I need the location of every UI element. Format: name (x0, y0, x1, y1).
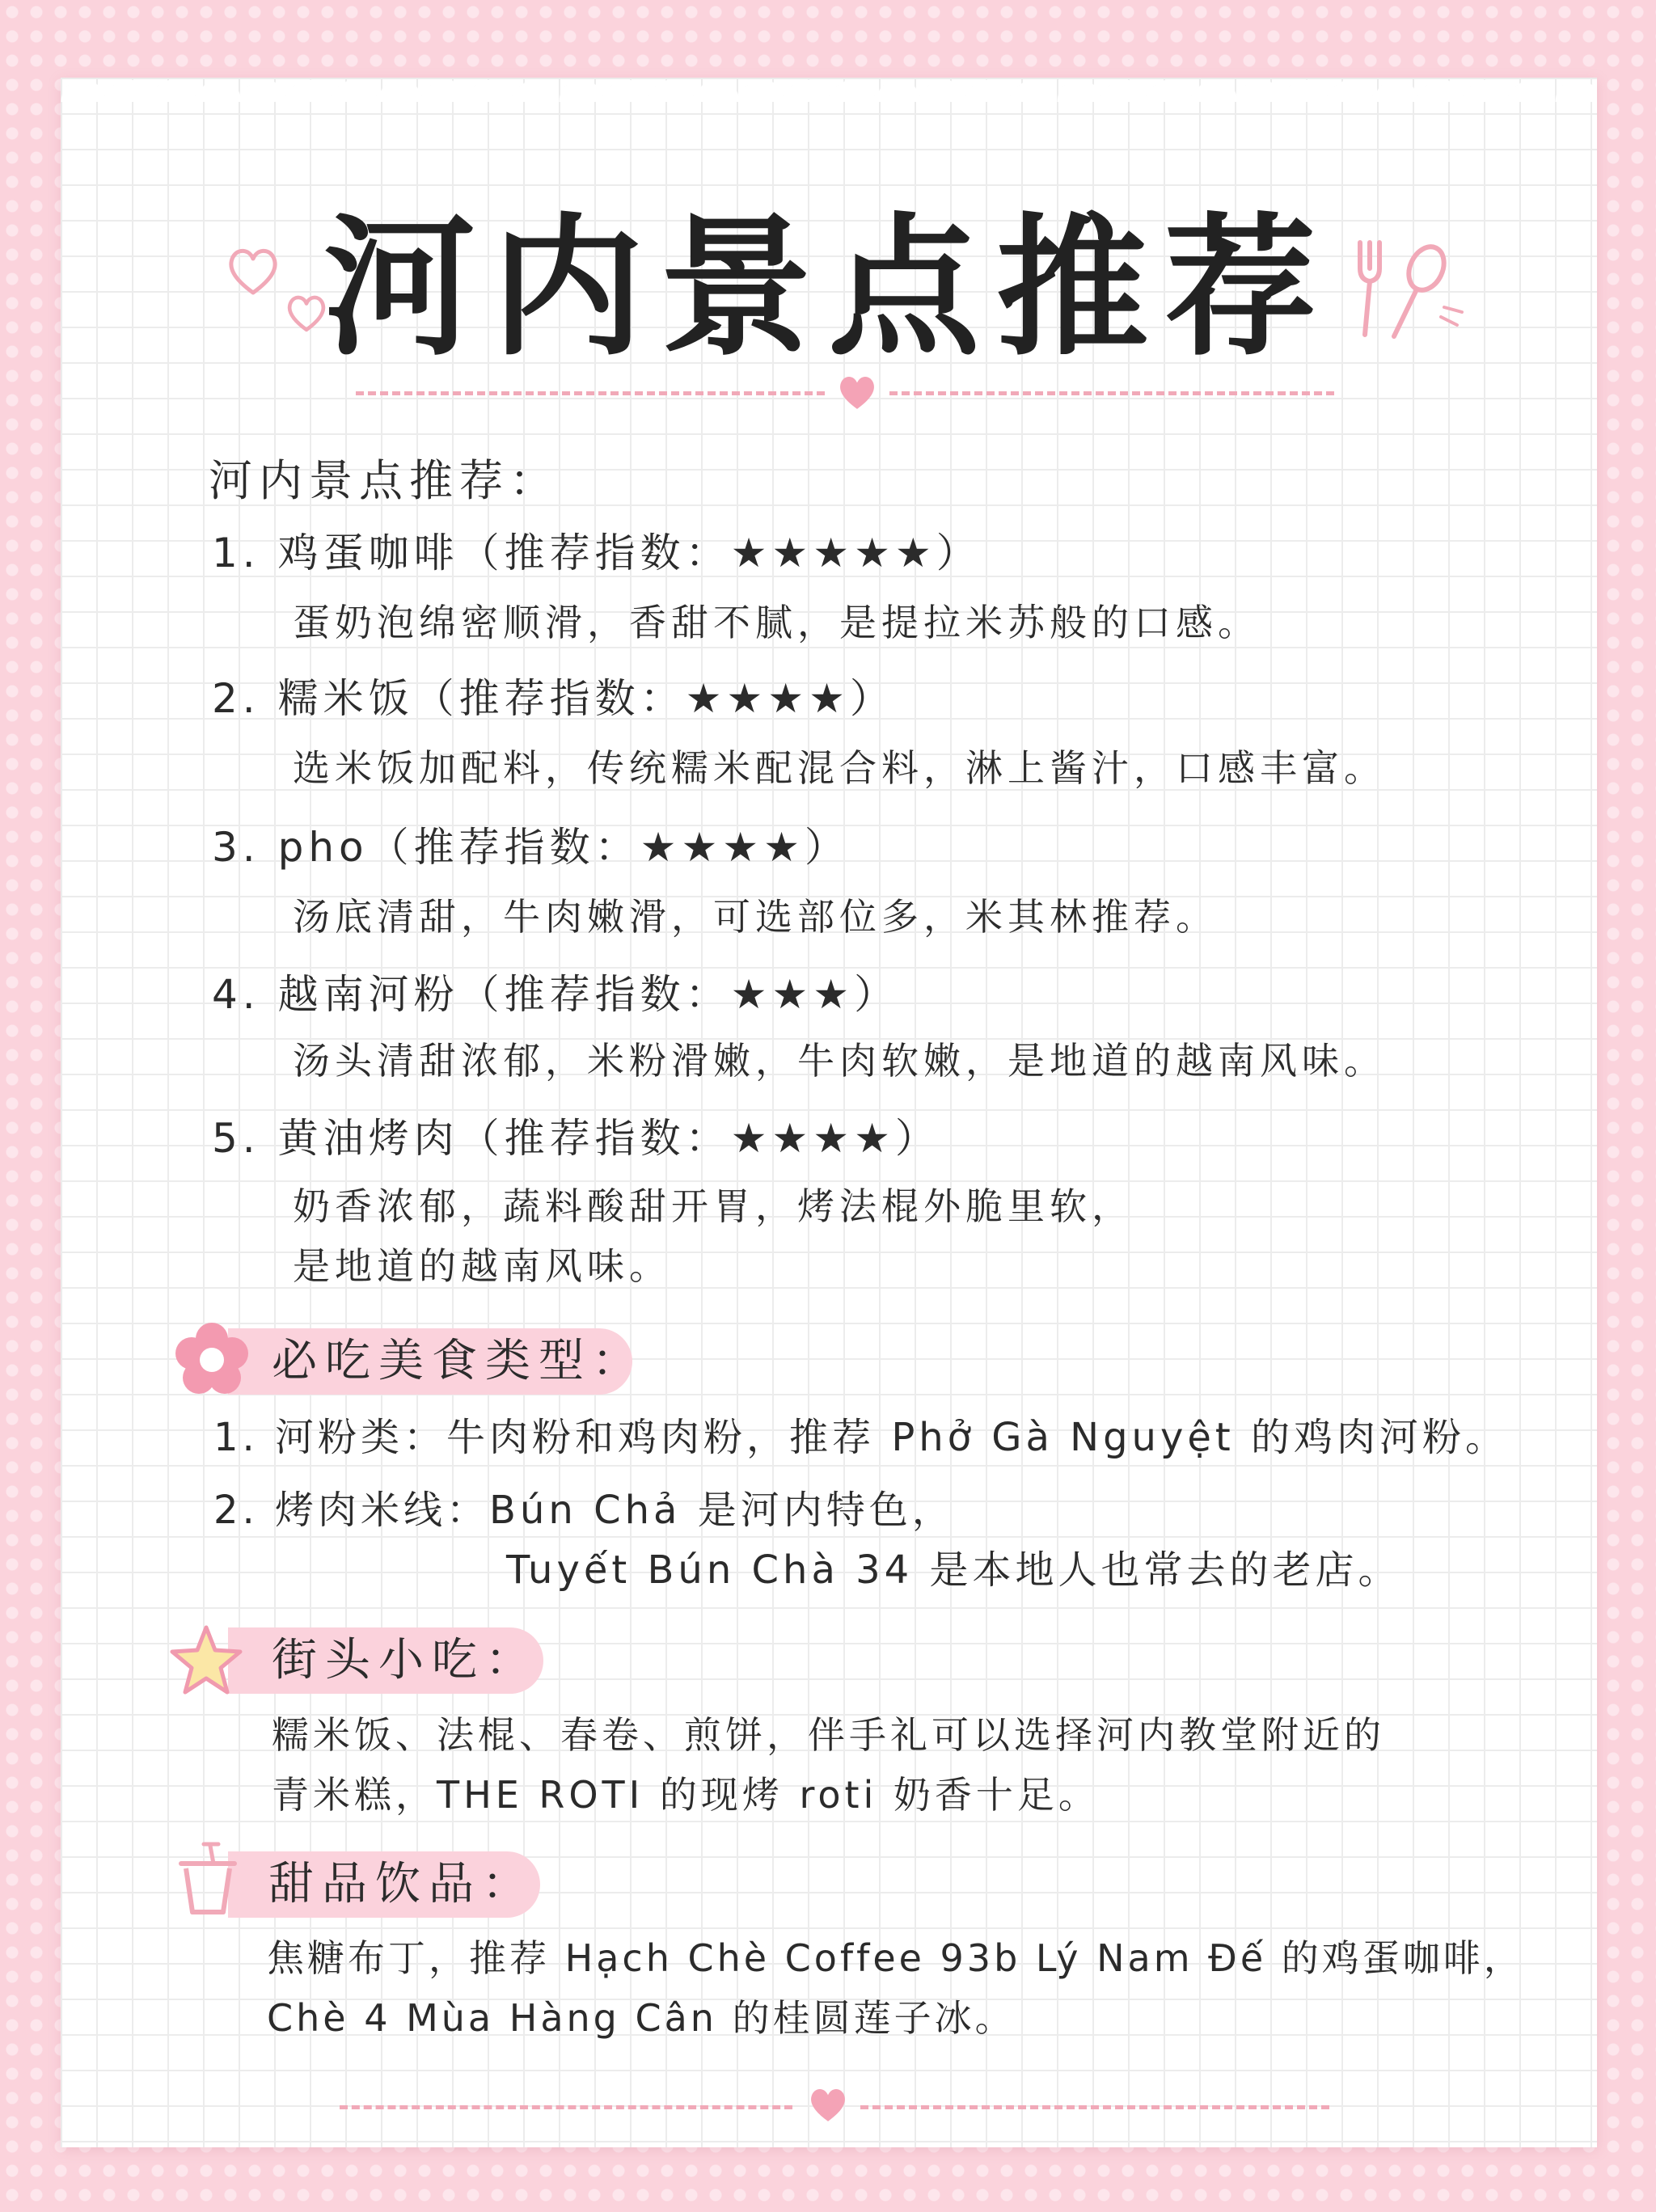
page-title: 河内景点推荐 (323, 200, 1333, 377)
flower-icon (171, 1319, 252, 1400)
attraction-title: 2. 糯米饭（推荐指数：★★★★） (212, 675, 895, 722)
attraction-title: 5. 黄油烤肉（推荐指数：★★★★） (212, 1115, 940, 1162)
attraction-title: 4. 越南河粉（推荐指数：★★★） (212, 971, 900, 1018)
attraction-desc: 蛋奶泡绵密顺滑，香甜不腻，是提拉米苏般的口感。 (293, 601, 1260, 644)
heart-icon (834, 370, 880, 414)
paragraph-line: 糯米饭、法棍、春卷、煎饼，伴手礼可以选择河内教堂附近的 (272, 1713, 1385, 1757)
attraction-desc: 汤底清甜，牛肉嫩滑，可选部位多，米其林推荐。 (293, 895, 1218, 939)
heart-icon (285, 291, 328, 335)
star-icon (166, 1621, 247, 1702)
paragraph-line: 青米糕，THE ROTI 的现烤 roti 奶香十足。 (272, 1773, 1100, 1817)
section-label: 甜品饮品： (268, 1858, 535, 1910)
notebook-paper (61, 78, 1597, 2147)
attraction-desc: 是地道的越南风味。 (293, 1244, 671, 1288)
heart-icon (225, 243, 281, 299)
paragraph-line: Chè 4 Mùa Hàng Cân 的桂圆莲子冰。 (267, 1996, 1016, 2040)
section-label: 街头小吃： (272, 1634, 539, 1686)
attraction-desc: 奶香浓郁，蔬料酸甜开胃，烤法棍外脆里软， (293, 1184, 1134, 1228)
attraction-desc: 选米饭加配料，传统糯米配混合料，淋上酱汁，口感丰富。 (293, 746, 1386, 790)
attraction-desc: 汤头清甜浓郁，米粉滑嫩，牛肉软嫩，是地道的越南风味。 (293, 1039, 1386, 1083)
paragraph-line: 焦糖布丁，推荐 Hạch Chè Coffee 93b Lý Nam Đế 的鸡蛋咖啡， (267, 1936, 1524, 1980)
divider-line (889, 391, 1334, 395)
heart-icon (805, 2083, 851, 2126)
cup-icon (171, 1839, 244, 1920)
list-item: 1. 河粉类：牛肉粉和鸡肉粉，推荐 Phở Gà Nguyệt 的鸡肉河粉。 (213, 1415, 1508, 1460)
list-item: 2. 烤肉米线：Bún Chả 是河内特色， (213, 1488, 955, 1533)
fork-spoon-icon (1349, 233, 1470, 346)
attraction-title: 1. 鸡蛋咖啡（推荐指数：★★★★★） (212, 530, 982, 576)
divider-line (860, 2105, 1329, 2109)
list-item: Tuyết Bún Chà 34 是本地人也常去的老店。 (506, 1547, 1401, 1593)
divider-line (340, 2105, 792, 2109)
attraction-title: 3. pho（推荐指数：★★★★） (212, 824, 850, 871)
intro-heading: 河内景点推荐： (209, 455, 560, 506)
divider-line (356, 391, 825, 395)
scalloped-edge (61, 57, 1597, 102)
section-label: 必吃美食类型： (272, 1335, 645, 1387)
